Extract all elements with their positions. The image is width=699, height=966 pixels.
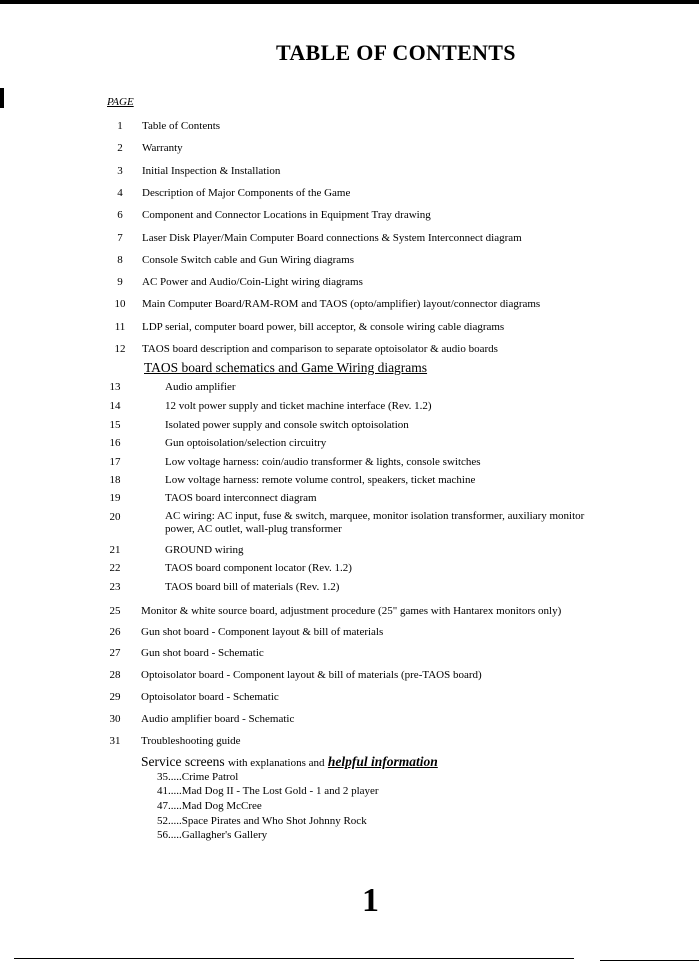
toc-page-number: 1	[117, 120, 123, 132]
toc-entry-text: Audio amplifier board - Schematic	[141, 713, 295, 725]
toc-page-number: 17	[109, 456, 121, 468]
toc-entry-text: Optoisolator board - Schematic	[141, 691, 279, 703]
toc-page-number: 29	[109, 691, 121, 703]
toc-entry-text: Gun optoisolation/selection circuitry	[165, 437, 327, 449]
scan-mark	[0, 88, 4, 108]
toc-page-number: 3	[117, 165, 123, 177]
service-item: 41.....Mad Dog II - The Lost Gold - 1 and 2 player	[157, 785, 379, 797]
toc-page-number: 12	[114, 343, 126, 355]
toc-entry-text: GROUND wiring	[165, 544, 244, 556]
toc-entry-text: AC wiring: AC input, fuse & switch, marquee, monitor isolation transformer, auxiliary monitor power, AC outlet, wall-plug transformer	[165, 510, 585, 535]
toc-page-number: 27	[109, 647, 121, 659]
toc-page-number: 13	[109, 381, 121, 393]
taos-section-heading	[144, 360, 427, 376]
bottom-rule	[600, 960, 699, 961]
toc-page-number: 31	[109, 735, 121, 747]
toc-entry-text: Console Switch cable and Gun Wiring diagrams	[142, 254, 354, 266]
toc-page-number: 28	[109, 669, 121, 681]
service-section-heading	[141, 754, 438, 770]
service-heading-b: with explanations and	[227, 757, 325, 769]
service-item: 52.....Space Pirates and Who Shot Johnny Rock	[157, 815, 367, 827]
toc-page-number: 14	[109, 400, 121, 412]
page-title: TABLE OF CONTENTS	[276, 40, 516, 65]
toc-entry-text: Initial Inspection & Installation	[142, 165, 281, 177]
service-item: 56.....Gallagher's Gallery	[157, 829, 268, 841]
toc-entry-text: Troubleshooting guide	[141, 735, 241, 747]
toc-entry-text: TAOS board description and comparison to separate optoisolator & audio boards	[142, 343, 498, 355]
toc-entry-text: Optoisolator board - Component layout & bill of materials (pre-TAOS board)	[141, 669, 482, 681]
toc-page-number: 7	[117, 232, 123, 244]
toc-row	[100, 510, 680, 538]
toc-page-number: 6	[117, 209, 123, 221]
toc-entry-text: Isolated power supply and console switch optoisolation	[165, 419, 409, 431]
toc-entry-text: Gun shot board - Schematic	[141, 647, 264, 659]
toc-entry-text: Laser Disk Player/Main Computer Board connections & System Interconnect diagram	[142, 232, 522, 244]
toc-entry-text: Description of Major Components of the Game	[142, 187, 351, 199]
toc-entry-text: Main Computer Board/RAM-ROM and TAOS (opto/amplifier) layout/connector diagrams	[142, 298, 541, 310]
toc-page-number: 16	[109, 437, 121, 449]
toc-entry-text: Table of Contents	[142, 120, 221, 132]
toc-page-number: 9	[117, 276, 123, 288]
toc-page-number: 4	[117, 187, 123, 199]
service-item: 35.....Crime Patrol	[157, 771, 239, 783]
service-heading-a: Service screens	[141, 754, 225, 769]
toc-page-number: 15	[109, 419, 121, 431]
toc-entry-text: Monitor & white source board, adjustment procedure (25" games with Hantarex monitors only)	[141, 605, 562, 617]
toc-page-number: 22	[109, 562, 121, 574]
toc-entry-text: Warranty	[142, 142, 183, 154]
page-column-label: PAGE	[107, 96, 134, 108]
toc-page-number: 30	[109, 713, 121, 725]
toc-entry-text: Gun shot board - Component layout & bill of materials	[141, 626, 384, 638]
toc-entry-text: AC Power and Audio/Coin-Light wiring diagrams	[142, 276, 363, 288]
toc-page-number: 11	[114, 321, 126, 333]
toc-page-number: 19	[109, 492, 121, 504]
toc-entry-text: LDP serial, computer board power, bill acceptor, & console wiring cable diagrams	[142, 321, 505, 333]
toc-page-number: 10	[114, 298, 126, 310]
toc-entry-text: Low voltage harness: remote volume control, speakers, ticket machine	[165, 474, 476, 486]
toc-entry-text: 12 volt power supply and ticket machine interface (Rev. 1.2)	[165, 400, 432, 412]
toc-entry-text: TAOS board interconnect diagram	[165, 492, 317, 504]
toc-page-number: 8	[117, 254, 123, 266]
toc-page-number: 23	[109, 581, 121, 593]
toc-entry-text: Component and Connector Locations in Equipment Tray drawing	[142, 209, 431, 221]
toc-page-number: 25	[109, 605, 121, 617]
toc-page-number: 26	[109, 626, 121, 638]
taos-heading-text: TAOS board schematics and Game Wiring diagrams	[144, 360, 428, 375]
bottom-rule	[14, 958, 574, 959]
service-item: 47.....Mad Dog McCree	[157, 800, 262, 812]
toc-entry-text: TAOS board bill of materials (Rev. 1.2)	[165, 581, 340, 593]
toc-entry-text: Audio amplifier	[165, 381, 236, 393]
top-border	[0, 0, 699, 4]
toc-page-number: 2	[117, 142, 123, 154]
toc-page-number: 21	[109, 544, 121, 556]
service-heading-c: helpful information	[327, 754, 438, 769]
toc-entry-text: Low voltage harness: coin/audio transformer & lights, console switches	[165, 456, 481, 468]
toc-entry-text: TAOS board component locator (Rev. 1.2)	[165, 562, 352, 574]
page-number: 1	[362, 882, 379, 919]
toc-page-number: 18	[109, 474, 121, 486]
toc-page-number: 20	[109, 511, 121, 523]
